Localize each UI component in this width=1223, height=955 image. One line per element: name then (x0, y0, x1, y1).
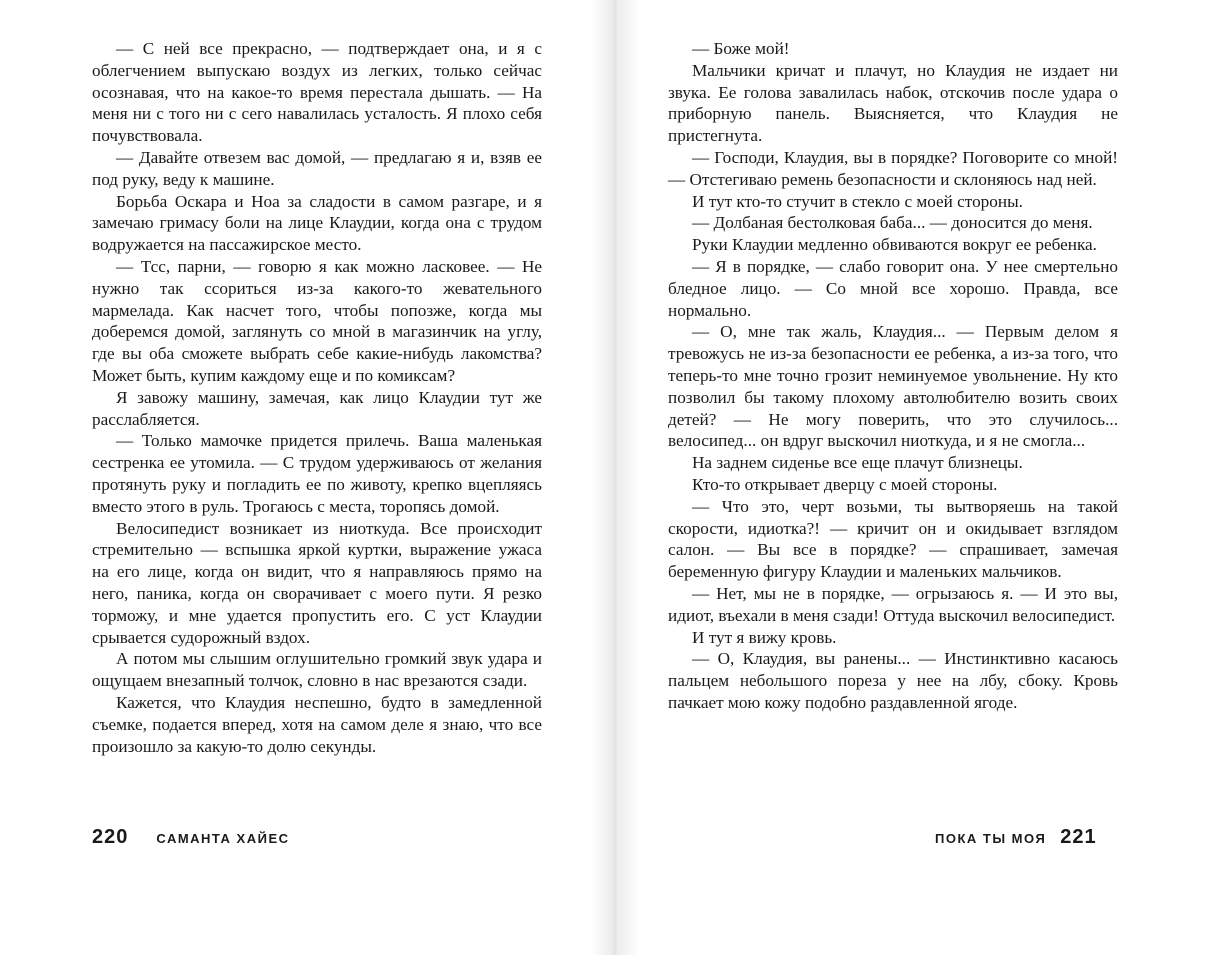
paragraph: Я завожу машину, замечая, как лицо Клаудии тут же расслабляется. (92, 387, 542, 429)
paragraph: — Только мамочке придется прилечь. Ваша маленькая сестренка ее утомила. — С трудом удерживаюсь от желания протянуть руку и погладить ее по животу, крепко вцепляясь вместо этого в руль. Трогаюсь с места, торопясь домой. (92, 431, 542, 516)
paragraph: Кто-то открывает дверцу с моей стороны. (692, 474, 998, 494)
paragraph: Кажется, что Клаудия неспешно, будто в замедленной съемке, подается вперед, хотя на самом деле я знаю, что все произошло за какую-то долю секунды. (92, 692, 542, 756)
paragraph: — Я в порядке, — слабо говорит она. У нее смертельно бледное лицо. — Со мной все хорошо. Правда, все нормально. (668, 256, 1118, 320)
paragraph: Борьба Оскара и Ноа за сладости в самом разгаре, и я замечаю гримасу боли на лице Клаудии, когда она с трудом водружается на пассажирское место. (92, 191, 542, 255)
paragraph: — Тсс, парни, — говорю я как можно ласковее. — Не нужно так ссориться из-за какого-то жевательного мармелада. Как насчет того, чтобы попозже, когда мы доберемся домой, заглянуть со мной в магазинчик на углу, где вы оба сможете выбрать себе какие-нибудь лакомства? Может быть, купим каждому еще и по комиксам? (92, 256, 542, 385)
book-gutter (590, 0, 640, 955)
running-head-title: ПОКА ТЫ МОЯ (935, 831, 1047, 846)
left-page-text (92, 38, 542, 757)
paragraph: — О, Клаудия, вы ранены... — Инстинктивно касаюсь пальцем небольшого пореза у нее на лбу, сбоку. Кровь пачкает мою кожу подобно раздавленной ягоде. (668, 649, 1118, 712)
paragraph: Руки Клаудии медленно обвиваются вокруг ее ребенка. (692, 235, 1097, 255)
paragraph: И тут я вижу кровь. (692, 627, 837, 647)
paragraph: — Нет, мы не в порядке, — огрызаюсь я. — И это вы, идиот, въехали в меня сзади! Оттуда выскочил велосипедист. (668, 583, 1118, 625)
paragraph: — Давайте отвезем вас домой, — предлагаю я и, взяв ее под руку, веду к машине. (92, 147, 542, 189)
paragraph: — Боже мой! (692, 39, 790, 58)
paragraph: — Долбаная бестолковая баба... — доносится до меня. (692, 213, 1093, 233)
paragraph: Велосипедист возникает из ниоткуда. Все происходит стремительно — вспышка яркой куртки, выражение ужаса на его лице, когда он видит, что я направляюсь прямо на него, паника, когда он сворачивает с моего пути. Я резко торможу, и мне удается пропустить его. С уст Клаудии срывается судорожный вздох. (92, 518, 542, 647)
paragraph: Мальчики кричат и плачут, но Клаудия не издает ни звука. Ее голова завалилась набок, отскочив после удара о приборную панель. Выясняется, что Клаудия не пристегнута. (668, 60, 1118, 146)
paragraph: И тут кто-то стучит в стекло с моей стороны. (692, 191, 1023, 211)
page-number: 221 (1060, 826, 1097, 848)
right-page-footer (935, 826, 1097, 849)
page-number: 220 (92, 826, 129, 848)
left-page-footer (92, 826, 290, 849)
paragraph: — С ней все прекрасно, — подтверждает она, и я с облегчением выпускаю воздух из легких, только сейчас осознавая, что на какое-то время перестала дышать. — На меня ни с того ни с сего навалилась усталость. Я плохо себя почувствовала. (92, 39, 542, 146)
paragraph: — О, мне так жаль, Клаудия... — Первым делом я тревожусь не из-за безопасности ее ребенка, а из-за того, что теперь-то мне точно грозит неминуемое увольнение. Ну кто позволил бы такому плохому автолюбителю возить своих детей? — Не могу поверить, что это случилось... велосипед... он вдруг выскочил ниоткуда, и я не смогла... (668, 322, 1118, 451)
paragraph: А потом мы слышим оглушительно громкий звук удара и ощущаем внезапный толчок, словно в нас врезаются сзади. (92, 649, 542, 691)
paragraph: — Господи, Клаудия, вы в порядке? Поговорите со мной! — Отстегиваю ремень безопасности и склоняюсь над ней. (668, 147, 1118, 189)
running-head-author: САМАНТА ХАЙЕС (156, 831, 290, 846)
paragraph: — Что это, черт возьми, ты вытворяешь на такой скорости, идиотка?! — кричит он и окидывает взглядом салон. — Вы все в порядке? — спрашивает, замечая беременную фигуру Клаудии и маленьких мальчиков. (668, 496, 1118, 582)
paragraph: На заднем сиденье все еще плачут близнецы. (692, 453, 1023, 473)
right-page-text (668, 38, 1118, 714)
